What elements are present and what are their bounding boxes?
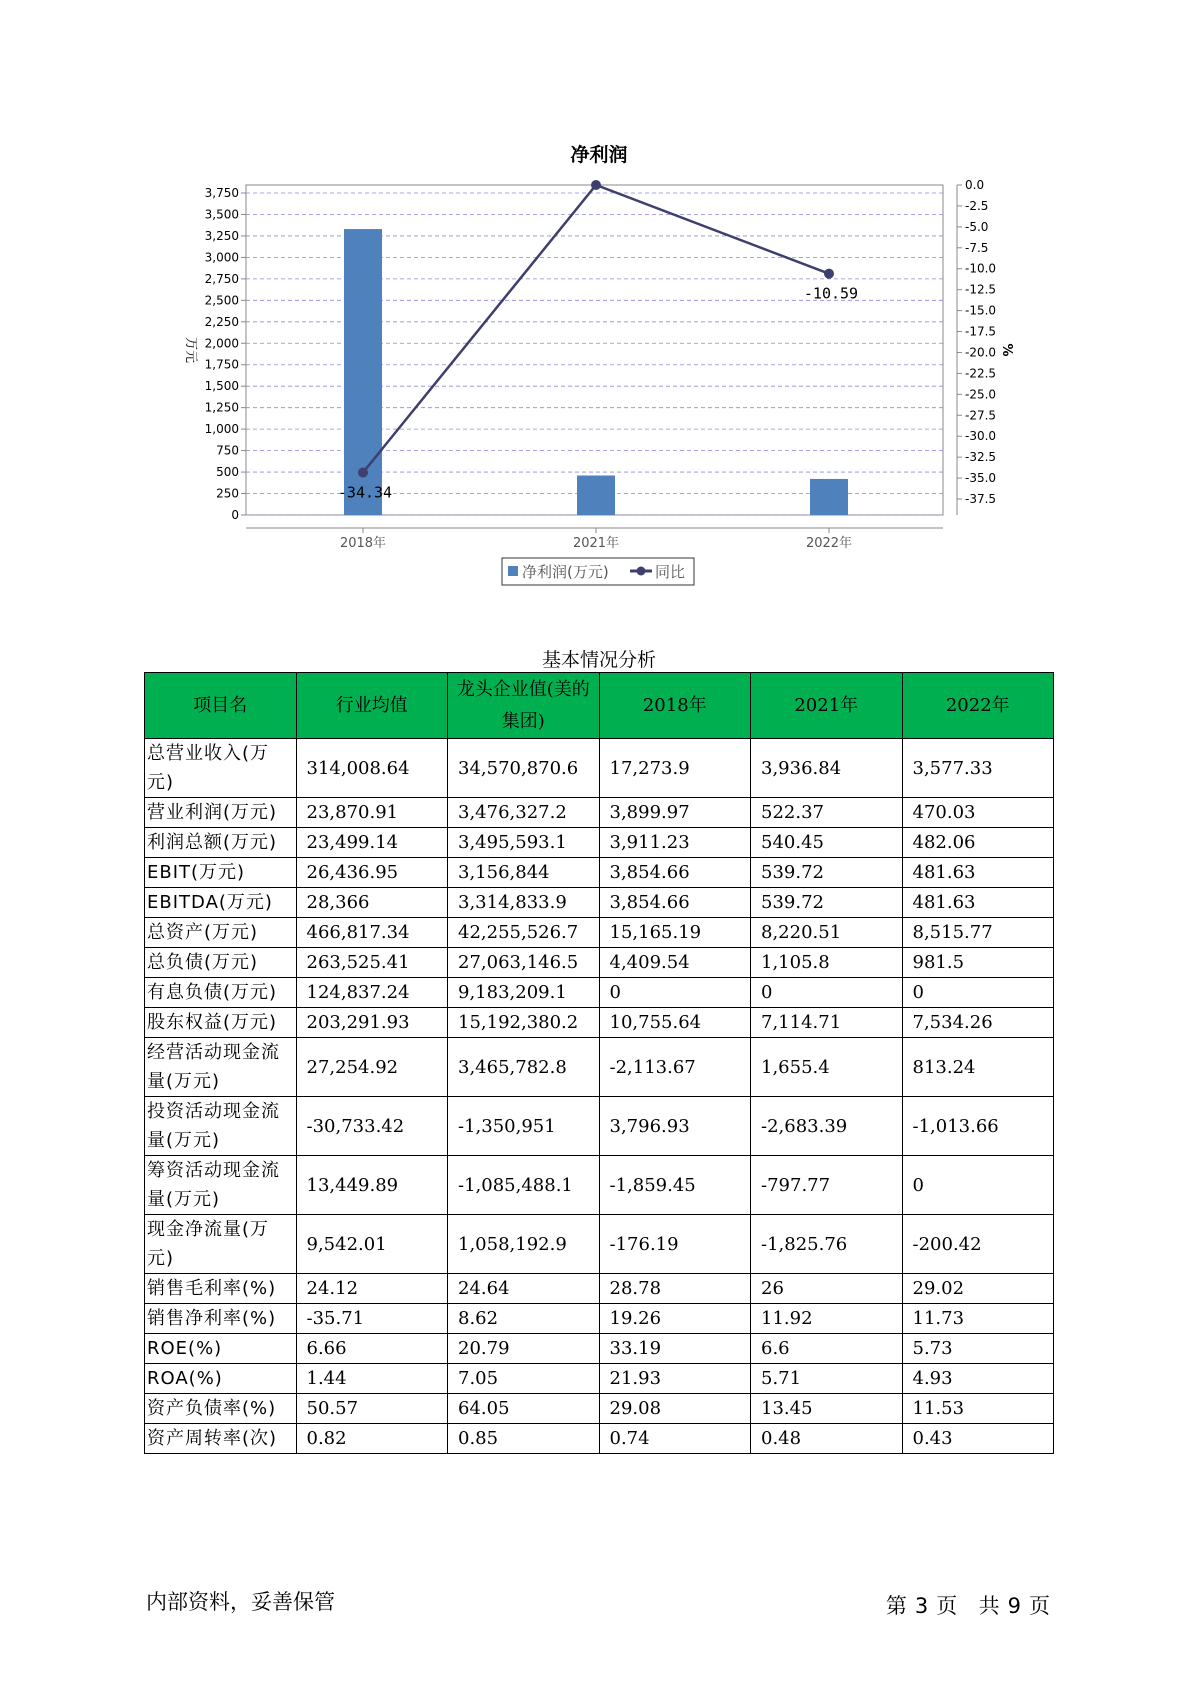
table-row: [145, 1304, 1054, 1334]
table-cell: 3,936.84: [751, 739, 903, 798]
table-cell: 4.93: [902, 1364, 1054, 1394]
page-unit: 页: [936, 1594, 958, 1618]
right-axis: [957, 178, 996, 515]
table-cell: -1,825.76: [751, 1215, 903, 1274]
y-tick-label: 3,500: [204, 207, 239, 222]
row-label: 总负债(万元): [145, 948, 297, 978]
table-cell: -2,683.39: [751, 1097, 903, 1156]
table-row: [145, 1215, 1054, 1274]
table-cell: 0: [902, 1156, 1054, 1215]
row-label: 股东权益(万元): [145, 1008, 297, 1038]
y-tick-label: 2,000: [204, 336, 239, 351]
line-point: [824, 269, 834, 279]
row-label: 有息负债(万元): [145, 978, 297, 1008]
y2-tick-label: 0.0: [965, 178, 985, 192]
table-cell: 15,192,380.2: [448, 1008, 600, 1038]
table-cell: -1,085,488.1: [448, 1156, 600, 1215]
table-cell: 0: [599, 978, 751, 1008]
x-axis: [246, 528, 943, 551]
row-label: 资产周转率(次): [145, 1424, 297, 1454]
table-cell: -200.42: [902, 1215, 1054, 1274]
table-row: [145, 1156, 1054, 1215]
table-cell: 6.66: [296, 1334, 448, 1364]
y-tick-label: 2,500: [204, 293, 239, 308]
table-cell: 5.73: [902, 1334, 1054, 1364]
data-label: -34.34: [337, 483, 393, 502]
row-label: 资产负债率(%): [145, 1394, 297, 1424]
table-row: [145, 1274, 1054, 1304]
table-cell: 470.03: [902, 798, 1054, 828]
y2-tick-label: -22.5: [965, 366, 997, 381]
table-cell: 5.71: [751, 1364, 903, 1394]
column-header: 龙头企业值(美的集团): [448, 673, 600, 739]
legend-bar-label: 净利润(万元): [522, 563, 609, 581]
table-title: 基本情况分析: [541, 649, 656, 671]
row-label: 营业利润(万元): [145, 798, 297, 828]
y2-tick-label: -35.0: [965, 471, 997, 486]
page-current: 3: [914, 1594, 929, 1618]
table-row: [145, 1364, 1054, 1394]
y-tick-label: 2,750: [204, 271, 239, 286]
row-label: 经营活动现金流量(万元): [145, 1038, 297, 1097]
table-cell: 466,817.34: [296, 918, 448, 948]
table-cell: 11.92: [751, 1304, 903, 1334]
table-cell: 263,525.41: [296, 948, 448, 978]
legend-line-marker: [637, 567, 646, 576]
table-cell: 29.02: [902, 1274, 1054, 1304]
table-cell: 28,366: [296, 888, 448, 918]
table-cell: -1,859.45: [599, 1156, 751, 1215]
table-cell: 28.78: [599, 1274, 751, 1304]
y2-axis-label: %: [999, 343, 1014, 357]
table-cell: 3,156,844: [448, 858, 600, 888]
y-tick-label: 500: [216, 465, 239, 480]
table-cell: 8.62: [448, 1304, 600, 1334]
table-cell: 3,854.66: [599, 888, 751, 918]
table-cell: 11.53: [902, 1394, 1054, 1424]
table-cell: -176.19: [599, 1215, 751, 1274]
table-cell: 50.57: [296, 1394, 448, 1424]
page-number: [882, 1590, 1054, 1620]
y2-tick-label: -27.5: [965, 408, 997, 423]
y2-tick-label: -17.5: [965, 324, 997, 339]
table-cell: 481.63: [902, 858, 1054, 888]
bar: [577, 476, 615, 515]
table-cell: 522.37: [751, 798, 903, 828]
table-cell: 3,476,327.2: [448, 798, 600, 828]
y-tick-label: 1,500: [204, 379, 239, 394]
table-cell: 0: [902, 978, 1054, 1008]
row-label: ROA(%): [145, 1364, 297, 1394]
table-cell: 21.93: [599, 1364, 751, 1394]
table-cell: 813.24: [902, 1038, 1054, 1097]
row-label: EBIT(万元): [145, 858, 297, 888]
table-cell: 3,465,782.8: [448, 1038, 600, 1097]
x-tick-label: 2021年: [572, 536, 620, 551]
table-row: [145, 948, 1054, 978]
y-tick-label: 250: [216, 486, 239, 501]
y-tick-label: 1,000: [204, 422, 239, 437]
total-prefix: 共: [978, 1594, 1000, 1618]
column-header: 行业均值: [296, 673, 448, 739]
row-label: ROE(%): [145, 1334, 297, 1364]
line-point: [591, 180, 601, 190]
table-cell: 1.44: [296, 1364, 448, 1394]
table-cell: 1,655.4: [751, 1038, 903, 1097]
table-cell: 314,008.64: [296, 739, 448, 798]
y-tick-label: 1,750: [204, 357, 239, 372]
table-cell: 8,515.77: [902, 918, 1054, 948]
table-cell: 4,409.54: [599, 948, 751, 978]
page-total: 9: [1007, 1594, 1021, 1618]
table-cell: 0.82: [296, 1424, 448, 1454]
row-label: 现金净流量(万元): [145, 1215, 297, 1274]
table-cell: 13,449.89: [296, 1156, 448, 1215]
y2-tick-label: -15.0: [965, 303, 997, 318]
table-cell: 0.74: [599, 1424, 751, 1454]
row-label: EBITDA(万元): [145, 888, 297, 918]
table-cell: 27,063,146.5: [448, 948, 600, 978]
y2-tick-label: -10.0: [965, 261, 997, 276]
table-cell: 540.45: [751, 828, 903, 858]
table-cell: 11.73: [902, 1304, 1054, 1334]
footer-confidential: 内部资料，妥善保管: [146, 1590, 335, 1614]
table-row: [145, 1424, 1054, 1454]
table-row: [145, 828, 1054, 858]
net-profit-chart: [0, 0, 1191, 600]
table-row: [145, 1038, 1054, 1097]
y2-tick-label: -2.5: [965, 198, 989, 213]
table-row: [145, 1097, 1054, 1156]
y-tick-label: 3,750: [204, 186, 239, 200]
y2-tick-label: -37.5: [965, 492, 997, 506]
table-cell: 13.45: [751, 1394, 903, 1424]
table-cell: 1,058,192.9: [448, 1215, 600, 1274]
table-cell: 539.72: [751, 858, 903, 888]
table-row: [145, 888, 1054, 918]
legend-bar-swatch: [508, 566, 518, 576]
table-cell: 17,273.9: [599, 739, 751, 798]
table-cell: 19.26: [599, 1304, 751, 1334]
table-cell: -2,113.67: [599, 1038, 751, 1097]
table-cell: 64.05: [448, 1394, 600, 1424]
table-cell: 9,183,209.1: [448, 978, 600, 1008]
column-header: 2021年: [751, 673, 903, 739]
table-cell: 0.43: [902, 1424, 1054, 1454]
table-row: [145, 1334, 1054, 1364]
table-cell: 981.5: [902, 948, 1054, 978]
x-tick-label: 2022年: [805, 536, 853, 551]
table-cell: -1,350,951: [448, 1097, 600, 1156]
x-tick-label: 2018年: [339, 536, 387, 551]
y-tick-label: 0: [231, 508, 239, 522]
table-cell: 3,577.33: [902, 739, 1054, 798]
table-cell: 42,255,526.7: [448, 918, 600, 948]
total-unit: 页: [1029, 1594, 1050, 1618]
table-row: [145, 1008, 1054, 1038]
bar: [810, 479, 848, 515]
y-tick-label: 2,250: [204, 314, 239, 329]
table-cell: 3,314,833.9: [448, 888, 600, 918]
y2-tick-label: -30.0: [965, 429, 997, 444]
table-cell: 539.72: [751, 888, 903, 918]
y-tick-label: 3,000: [204, 250, 239, 265]
table-row: [145, 918, 1054, 948]
y2-tick-label: -7.5: [965, 240, 989, 255]
table-cell: 24.64: [448, 1274, 600, 1304]
table-cell: 23,499.14: [296, 828, 448, 858]
table-cell: 7,534.26: [902, 1008, 1054, 1038]
table-cell: 15,165.19: [599, 918, 751, 948]
table-row: [145, 739, 1054, 798]
table-cell: 26,436.95: [296, 858, 448, 888]
table-row: [145, 798, 1054, 828]
y2-tick-label: -32.5: [965, 450, 997, 465]
y2-tick-label: -5.0: [965, 219, 989, 234]
table-cell: 9,542.01: [296, 1215, 448, 1274]
table-cell: 3,854.66: [599, 858, 751, 888]
table-header-row: [145, 673, 1054, 739]
table-cell: 6.6: [751, 1334, 903, 1364]
column-header: 项目名: [145, 673, 297, 739]
line-point: [358, 468, 368, 478]
table-row: [145, 858, 1054, 888]
row-label: 总营业收入(万元): [145, 739, 297, 798]
table-cell: 0.85: [448, 1424, 600, 1454]
table-cell: 481.63: [902, 888, 1054, 918]
table-cell: 23,870.91: [296, 798, 448, 828]
table-cell: 1,105.8: [751, 948, 903, 978]
table-cell: 7,114.71: [751, 1008, 903, 1038]
table-cell: 7.05: [448, 1364, 600, 1394]
table-cell: -35.71: [296, 1304, 448, 1334]
y-tick-label: 1,250: [204, 400, 239, 415]
column-header: 2022年: [902, 673, 1054, 739]
column-header: 2018年: [599, 673, 751, 739]
left-axis: [205, 185, 246, 522]
table-cell: 3,495,593.1: [448, 828, 600, 858]
table-cell: 203,291.93: [296, 1008, 448, 1038]
table-cell: 10,755.64: [599, 1008, 751, 1038]
y2-tick-label: -20.0: [965, 345, 997, 360]
table-cell: 3,911.23: [599, 828, 751, 858]
table-cell: 8,220.51: [751, 918, 903, 948]
table-cell: 34,570,870.6: [448, 739, 600, 798]
y-tick-label: 3,250: [204, 228, 239, 243]
table-cell: 27,254.92: [296, 1038, 448, 1097]
table-cell: -30,733.42: [296, 1097, 448, 1156]
table-cell: 26: [751, 1274, 903, 1304]
table-cell: -797.77: [751, 1156, 903, 1215]
y-axis-label: 万元: [183, 336, 198, 364]
y-tick-label: 750: [216, 443, 239, 458]
y2-tick-label: -12.5: [965, 282, 997, 297]
table-cell: 3,899.97: [599, 798, 751, 828]
row-label: 总资产(万元): [145, 918, 297, 948]
row-label: 销售毛利率(%): [145, 1274, 297, 1304]
row-label: 投资活动现金流量(万元): [145, 1097, 297, 1156]
table-cell: -1,013.66: [902, 1097, 1054, 1156]
table-cell: 33.19: [599, 1334, 751, 1364]
table-cell: 29.08: [599, 1394, 751, 1424]
row-label: 利润总额(万元): [145, 828, 297, 858]
legend: [502, 558, 694, 585]
legend-line-label: 同比: [655, 563, 686, 581]
table-row: [145, 978, 1054, 1008]
row-label: 筹资活动现金流量(万元): [145, 1156, 297, 1215]
table-cell: 20.79: [448, 1334, 600, 1364]
table-cell: 3,796.93: [599, 1097, 751, 1156]
chart-title: 净利润: [570, 144, 628, 166]
basic-analysis-table: [144, 672, 1054, 1454]
y2-tick-label: -25.0: [965, 387, 997, 402]
table-cell: 0.48: [751, 1424, 903, 1454]
table-cell: 24.12: [296, 1274, 448, 1304]
page-prefix: 第: [885, 1594, 907, 1618]
row-label: 销售净利率(%): [145, 1304, 297, 1334]
table-cell: 482.06: [902, 828, 1054, 858]
table-row: [145, 1394, 1054, 1424]
table-cell: 124,837.24: [296, 978, 448, 1008]
data-label: -10.59: [803, 284, 859, 303]
table-cell: 0: [751, 978, 903, 1008]
